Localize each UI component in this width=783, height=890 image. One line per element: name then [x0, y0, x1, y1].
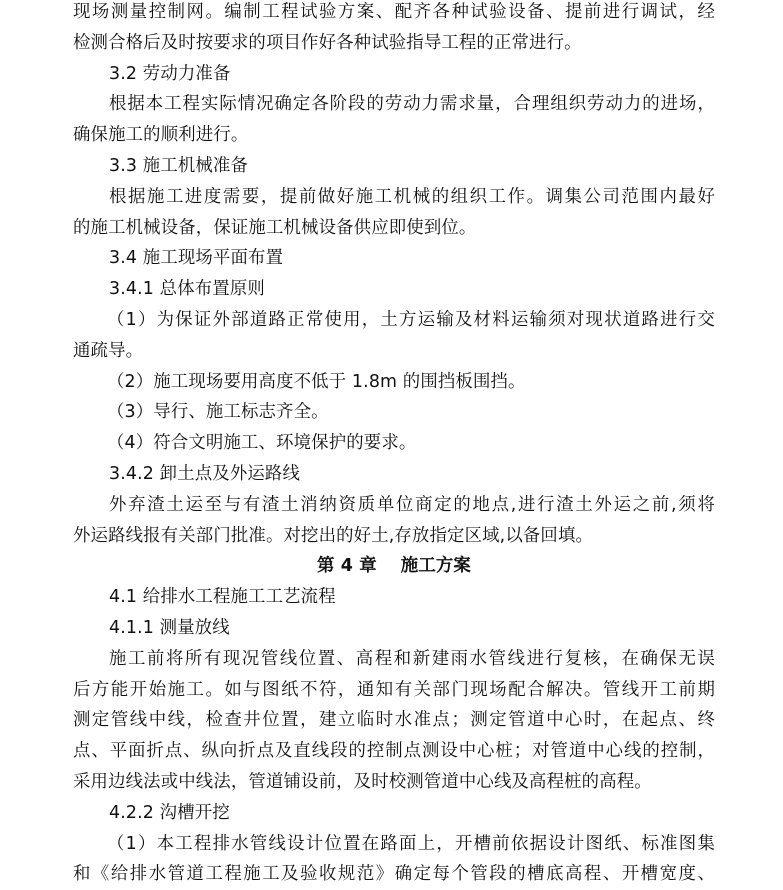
list-item-line: （1）本工程排水管线设计位置在路面上，开槽前依据设计图纸、标准图集 [107, 833, 715, 854]
body-text-line: 根据本工程实际情况确定各阶段的劳动力需求量，合理组织劳动力的进场， [109, 94, 715, 115]
section-heading: 4.1 给排水工程施工工艺流程 [109, 587, 336, 608]
body-text-line: 采用边线法或中线法，管道铺设前，及时校测管道中心线及高程桩的高程。 [73, 771, 652, 792]
list-item-line: （1）为保证外部道路正常使用，土方运输及材料运输须对现状道路进行交 [107, 309, 715, 330]
section-heading: 3.4 施工现场平面布置 [109, 248, 284, 269]
body-text-line: 点、平面折点、纵向折点及直线段的控制点测设中心桩；对管道中心线的控制， [73, 741, 715, 762]
chapter-number: 第 4 章 [317, 556, 377, 577]
body-text-line: 根据施工进度需要，提前做好施工机械的组织工作。调集公司范围内最好 [109, 186, 715, 207]
chapter-title: 施工方案 [400, 556, 471, 577]
subsection-heading: 4.1.1 测量放线 [109, 617, 230, 638]
body-text-line: 检测合格后及时按要求的项目作好各种试验指导工程的正常进行。 [73, 32, 582, 53]
section-heading: 3.2 劳动力准备 [109, 63, 231, 84]
body-text-line: 施工前将所有现况管线位置、高程和新建雨水管线进行复核，在确保无误 [109, 648, 715, 669]
document-page [73, 0, 715, 890]
subsection-heading: 3.4.1 总体布置原则 [109, 279, 265, 300]
list-item-line: （3）导行、施工标志齐全。 [107, 402, 329, 423]
section-heading: 3.3 施工机械准备 [109, 155, 249, 176]
body-text-line: 测定管线中线，检查井位置，建立临时水准点；测定管道中心时，在起点、终 [73, 710, 715, 731]
body-text-line: 确保施工的顺利进行。 [73, 125, 249, 146]
list-item-line: （2）施工现场要用高度不低于 1.8m 的围挡板围挡。 [107, 371, 526, 392]
list-item-line: 通疏导。 [73, 340, 144, 361]
subsection-heading: 3.4.2 卸土点及外运路线 [109, 463, 301, 484]
body-text-line: 后方能开始施工。如与图纸不符，通知有关部门现场配合解决。管线开工前期 [73, 679, 715, 700]
body-text-line: 的施工机械设备，保证施工机械设备供应即使到位。 [73, 217, 477, 238]
body-text-line: 外弃渣土运至与有渣土消纳资质单位商定的地点,进行渣土外运之前,须将 [109, 494, 715, 515]
body-text-line: 和《给排水管道工程施工及验收规范》确定每个管段的槽底高程、开槽宽度、 [73, 864, 715, 885]
list-item-line: （4）符合文明施工、环境保护的要求。 [107, 433, 417, 454]
body-text-line: 外运路线报有关部门批准。对挖出的好土,存放指定区域,以备回填。 [73, 525, 594, 546]
body-text-line: 现场测量控制网。编制工程试验方案、配齐各种试验设备、提前进行调试，经 [73, 2, 715, 22]
chapter-heading [73, 551, 715, 582]
subsection-heading: 4.2.2 沟槽开挖 [109, 802, 230, 823]
